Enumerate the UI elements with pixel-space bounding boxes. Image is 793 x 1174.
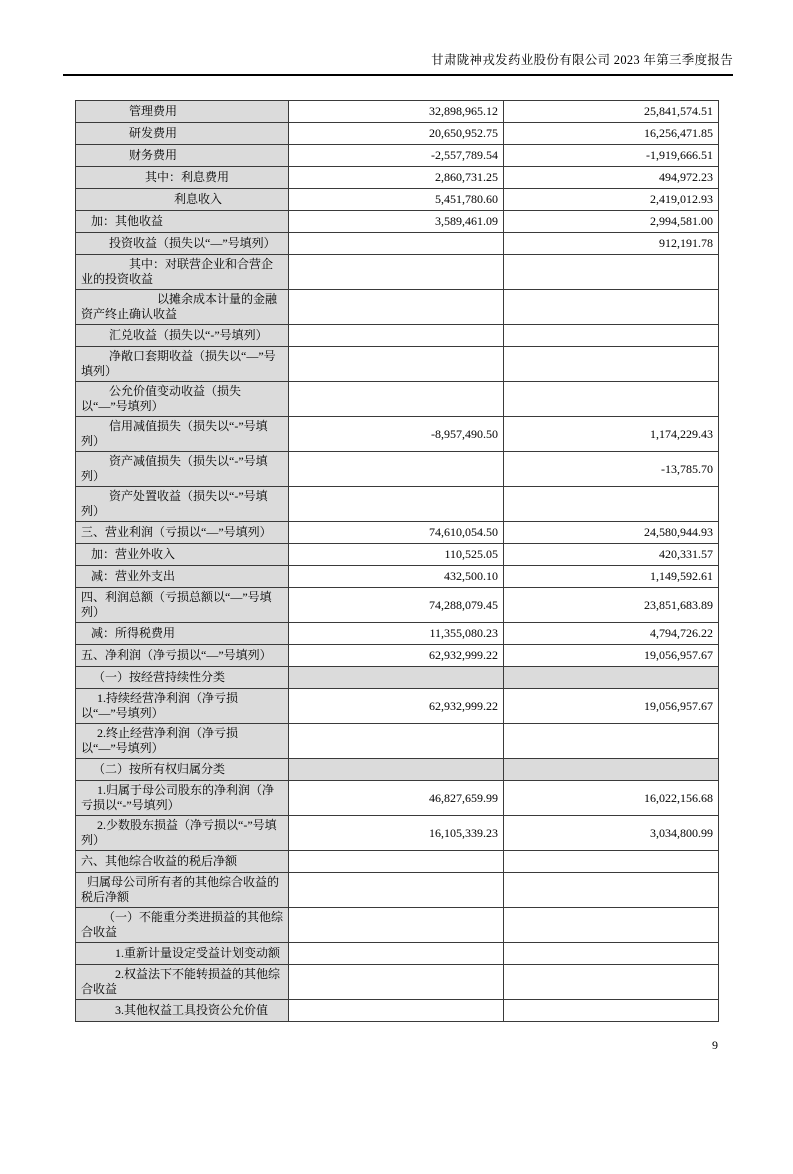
table-row	[76, 233, 719, 255]
row-label: 管理费用	[76, 101, 289, 123]
table-row	[76, 189, 719, 211]
table-row	[76, 255, 719, 290]
row-value-period2: 494,972.23	[504, 167, 719, 189]
row-value-period2: 24,580,944.93	[504, 522, 719, 544]
income-statement-table	[75, 100, 719, 1022]
row-value-period1: 3,589,461.09	[289, 211, 504, 233]
row-label: 减：营业外支出	[76, 566, 289, 588]
row-value-period1: 2,860,731.25	[289, 167, 504, 189]
row-label: 四、利润总额（亏损总额以“—”号填列）	[76, 588, 289, 623]
row-value-period1: 16,105,339.23	[289, 816, 504, 851]
row-label: 资产减值损失（损失以“-”号填列）	[76, 452, 289, 487]
row-label: 信用减值损失（损失以“-”号填列）	[76, 417, 289, 452]
table-row	[76, 965, 719, 1000]
row-label: 3.其他权益工具投资公允价值	[76, 1000, 289, 1022]
row-value-period1: 11,355,080.23	[289, 623, 504, 645]
row-value-period1	[289, 452, 504, 487]
table-row	[76, 325, 719, 347]
row-value-period1: 32,898,965.12	[289, 101, 504, 123]
row-value-period2: 2,419,012.93	[504, 189, 719, 211]
table-row	[76, 943, 719, 965]
table-row	[76, 781, 719, 816]
row-value-period2: 912,191.78	[504, 233, 719, 255]
row-value-period2	[504, 290, 719, 325]
table-row	[76, 417, 719, 452]
row-value-period2	[504, 667, 719, 689]
table-row	[76, 908, 719, 943]
row-label: 汇兑收益（损失以“-”号填列）	[76, 325, 289, 347]
row-value-period1: 74,610,054.50	[289, 522, 504, 544]
row-value-period1	[289, 382, 504, 417]
row-label: （二）按所有权归属分类	[76, 759, 289, 781]
table-row	[76, 522, 719, 544]
table-row	[76, 347, 719, 382]
row-value-period2: -1,919,666.51	[504, 145, 719, 167]
income-statement-table-body	[76, 101, 719, 1022]
row-value-period2	[504, 873, 719, 908]
table-row	[76, 1000, 719, 1022]
row-label: 加：其他收益	[76, 211, 289, 233]
table-row	[76, 167, 719, 189]
table-row	[76, 873, 719, 908]
table-row	[76, 290, 719, 325]
row-value-period1	[289, 667, 504, 689]
row-value-period2	[504, 255, 719, 290]
report-page	[0, 52, 793, 1174]
row-value-period1: -2,557,789.54	[289, 145, 504, 167]
row-value-period1: 62,932,999.22	[289, 689, 504, 724]
row-value-period2: 23,851,683.89	[504, 588, 719, 623]
page-number: 9	[712, 1038, 718, 1052]
row-label: 2.权益法下不能转损益的其他综合收益	[76, 965, 289, 1000]
row-value-period2: 3,034,800.99	[504, 816, 719, 851]
row-label: 投资收益（损失以“—”号填列）	[76, 233, 289, 255]
row-label: 2.少数股东损益（净亏损以“-”号填列）	[76, 816, 289, 851]
row-value-period2	[504, 724, 719, 759]
row-label: 加：营业外收入	[76, 544, 289, 566]
row-value-period1	[289, 347, 504, 382]
row-label: 公允价值变动收益（损失以“—”号填列）	[76, 382, 289, 417]
row-value-period2	[504, 347, 719, 382]
row-value-period2: 19,056,957.67	[504, 645, 719, 667]
row-value-period2: 4,794,726.22	[504, 623, 719, 645]
row-value-period1	[289, 851, 504, 873]
row-value-period2	[504, 965, 719, 1000]
row-label: 1.归属于母公司股东的净利润（净亏损以“-”号填列）	[76, 781, 289, 816]
table-row	[76, 724, 719, 759]
row-value-period2	[504, 908, 719, 943]
table-row	[76, 689, 719, 724]
row-label: 减：所得税费用	[76, 623, 289, 645]
row-value-period1	[289, 255, 504, 290]
row-label: 利息收入	[76, 189, 289, 211]
table-row	[76, 623, 719, 645]
row-label: 其中：对联营企业和合营企业的投资收益	[76, 255, 289, 290]
row-value-period2	[504, 943, 719, 965]
table-row	[76, 452, 719, 487]
table-row	[76, 759, 719, 781]
row-label: 1.持续经营净利润（净亏损以“—”号填列）	[76, 689, 289, 724]
table-row	[76, 211, 719, 233]
row-value-period2: -13,785.70	[504, 452, 719, 487]
table-row	[76, 645, 719, 667]
row-value-period1: 20,650,952.75	[289, 123, 504, 145]
row-value-period1	[289, 1000, 504, 1022]
row-value-period2	[504, 1000, 719, 1022]
row-value-period2: 16,022,156.68	[504, 781, 719, 816]
row-value-period2: 420,331.57	[504, 544, 719, 566]
row-label: 以摊余成本计量的金融资产终止确认收益	[76, 290, 289, 325]
row-value-period2	[504, 487, 719, 522]
table-row	[76, 667, 719, 689]
table-row	[76, 123, 719, 145]
row-value-period1: 46,827,659.99	[289, 781, 504, 816]
row-value-period2	[504, 759, 719, 781]
row-value-period2: 19,056,957.67	[504, 689, 719, 724]
row-label: 研发费用	[76, 123, 289, 145]
row-value-period1	[289, 325, 504, 347]
row-value-period2	[504, 851, 719, 873]
row-value-period1	[289, 759, 504, 781]
row-value-period1: -8,957,490.50	[289, 417, 504, 452]
table-row	[76, 544, 719, 566]
row-label: 2.终止经营净利润（净亏损以“—”号填列）	[76, 724, 289, 759]
row-value-period2: 2,994,581.00	[504, 211, 719, 233]
table-row	[76, 101, 719, 123]
row-label: 三、营业利润（亏损以“—”号填列）	[76, 522, 289, 544]
row-label: 六、其他综合收益的税后净额	[76, 851, 289, 873]
row-value-period1	[289, 233, 504, 255]
table-row	[76, 382, 719, 417]
table-row	[76, 816, 719, 851]
row-value-period1	[289, 965, 504, 1000]
row-value-period1	[289, 724, 504, 759]
row-value-period1: 62,932,999.22	[289, 645, 504, 667]
table-row	[76, 566, 719, 588]
row-value-period1: 5,451,780.60	[289, 189, 504, 211]
row-label: 归属母公司所有者的其他综合收益的税后净额	[76, 873, 289, 908]
row-label: 1.重新计量设定受益计划变动额	[76, 943, 289, 965]
row-value-period2	[504, 325, 719, 347]
row-value-period2: 16,256,471.85	[504, 123, 719, 145]
row-value-period2: 25,841,574.51	[504, 101, 719, 123]
table-row	[76, 487, 719, 522]
row-value-period1: 432,500.10	[289, 566, 504, 588]
row-value-period1: 74,288,079.45	[289, 588, 504, 623]
row-value-period1	[289, 943, 504, 965]
document-header: 甘肃陇神戎发药业股份有限公司 2023 年第三季度报告	[63, 52, 733, 76]
row-label: 五、净利润（净亏损以“—”号填列）	[76, 645, 289, 667]
row-value-period2: 1,174,229.43	[504, 417, 719, 452]
row-label: （一）不能重分类进损益的其他综合收益	[76, 908, 289, 943]
row-value-period1	[289, 873, 504, 908]
row-label: 财务费用	[76, 145, 289, 167]
table-row	[76, 588, 719, 623]
row-value-period1	[289, 290, 504, 325]
table-row	[76, 851, 719, 873]
row-value-period1	[289, 487, 504, 522]
row-label: 其中：利息费用	[76, 167, 289, 189]
row-value-period2: 1,149,592.61	[504, 566, 719, 588]
row-label: （一）按经营持续性分类	[76, 667, 289, 689]
row-label: 资产处置收益（损失以“-”号填列）	[76, 487, 289, 522]
row-value-period1	[289, 908, 504, 943]
row-value-period1: 110,525.05	[289, 544, 504, 566]
table-row	[76, 145, 719, 167]
row-value-period2	[504, 382, 719, 417]
row-label: 净敞口套期收益（损失以“—”号填列）	[76, 347, 289, 382]
